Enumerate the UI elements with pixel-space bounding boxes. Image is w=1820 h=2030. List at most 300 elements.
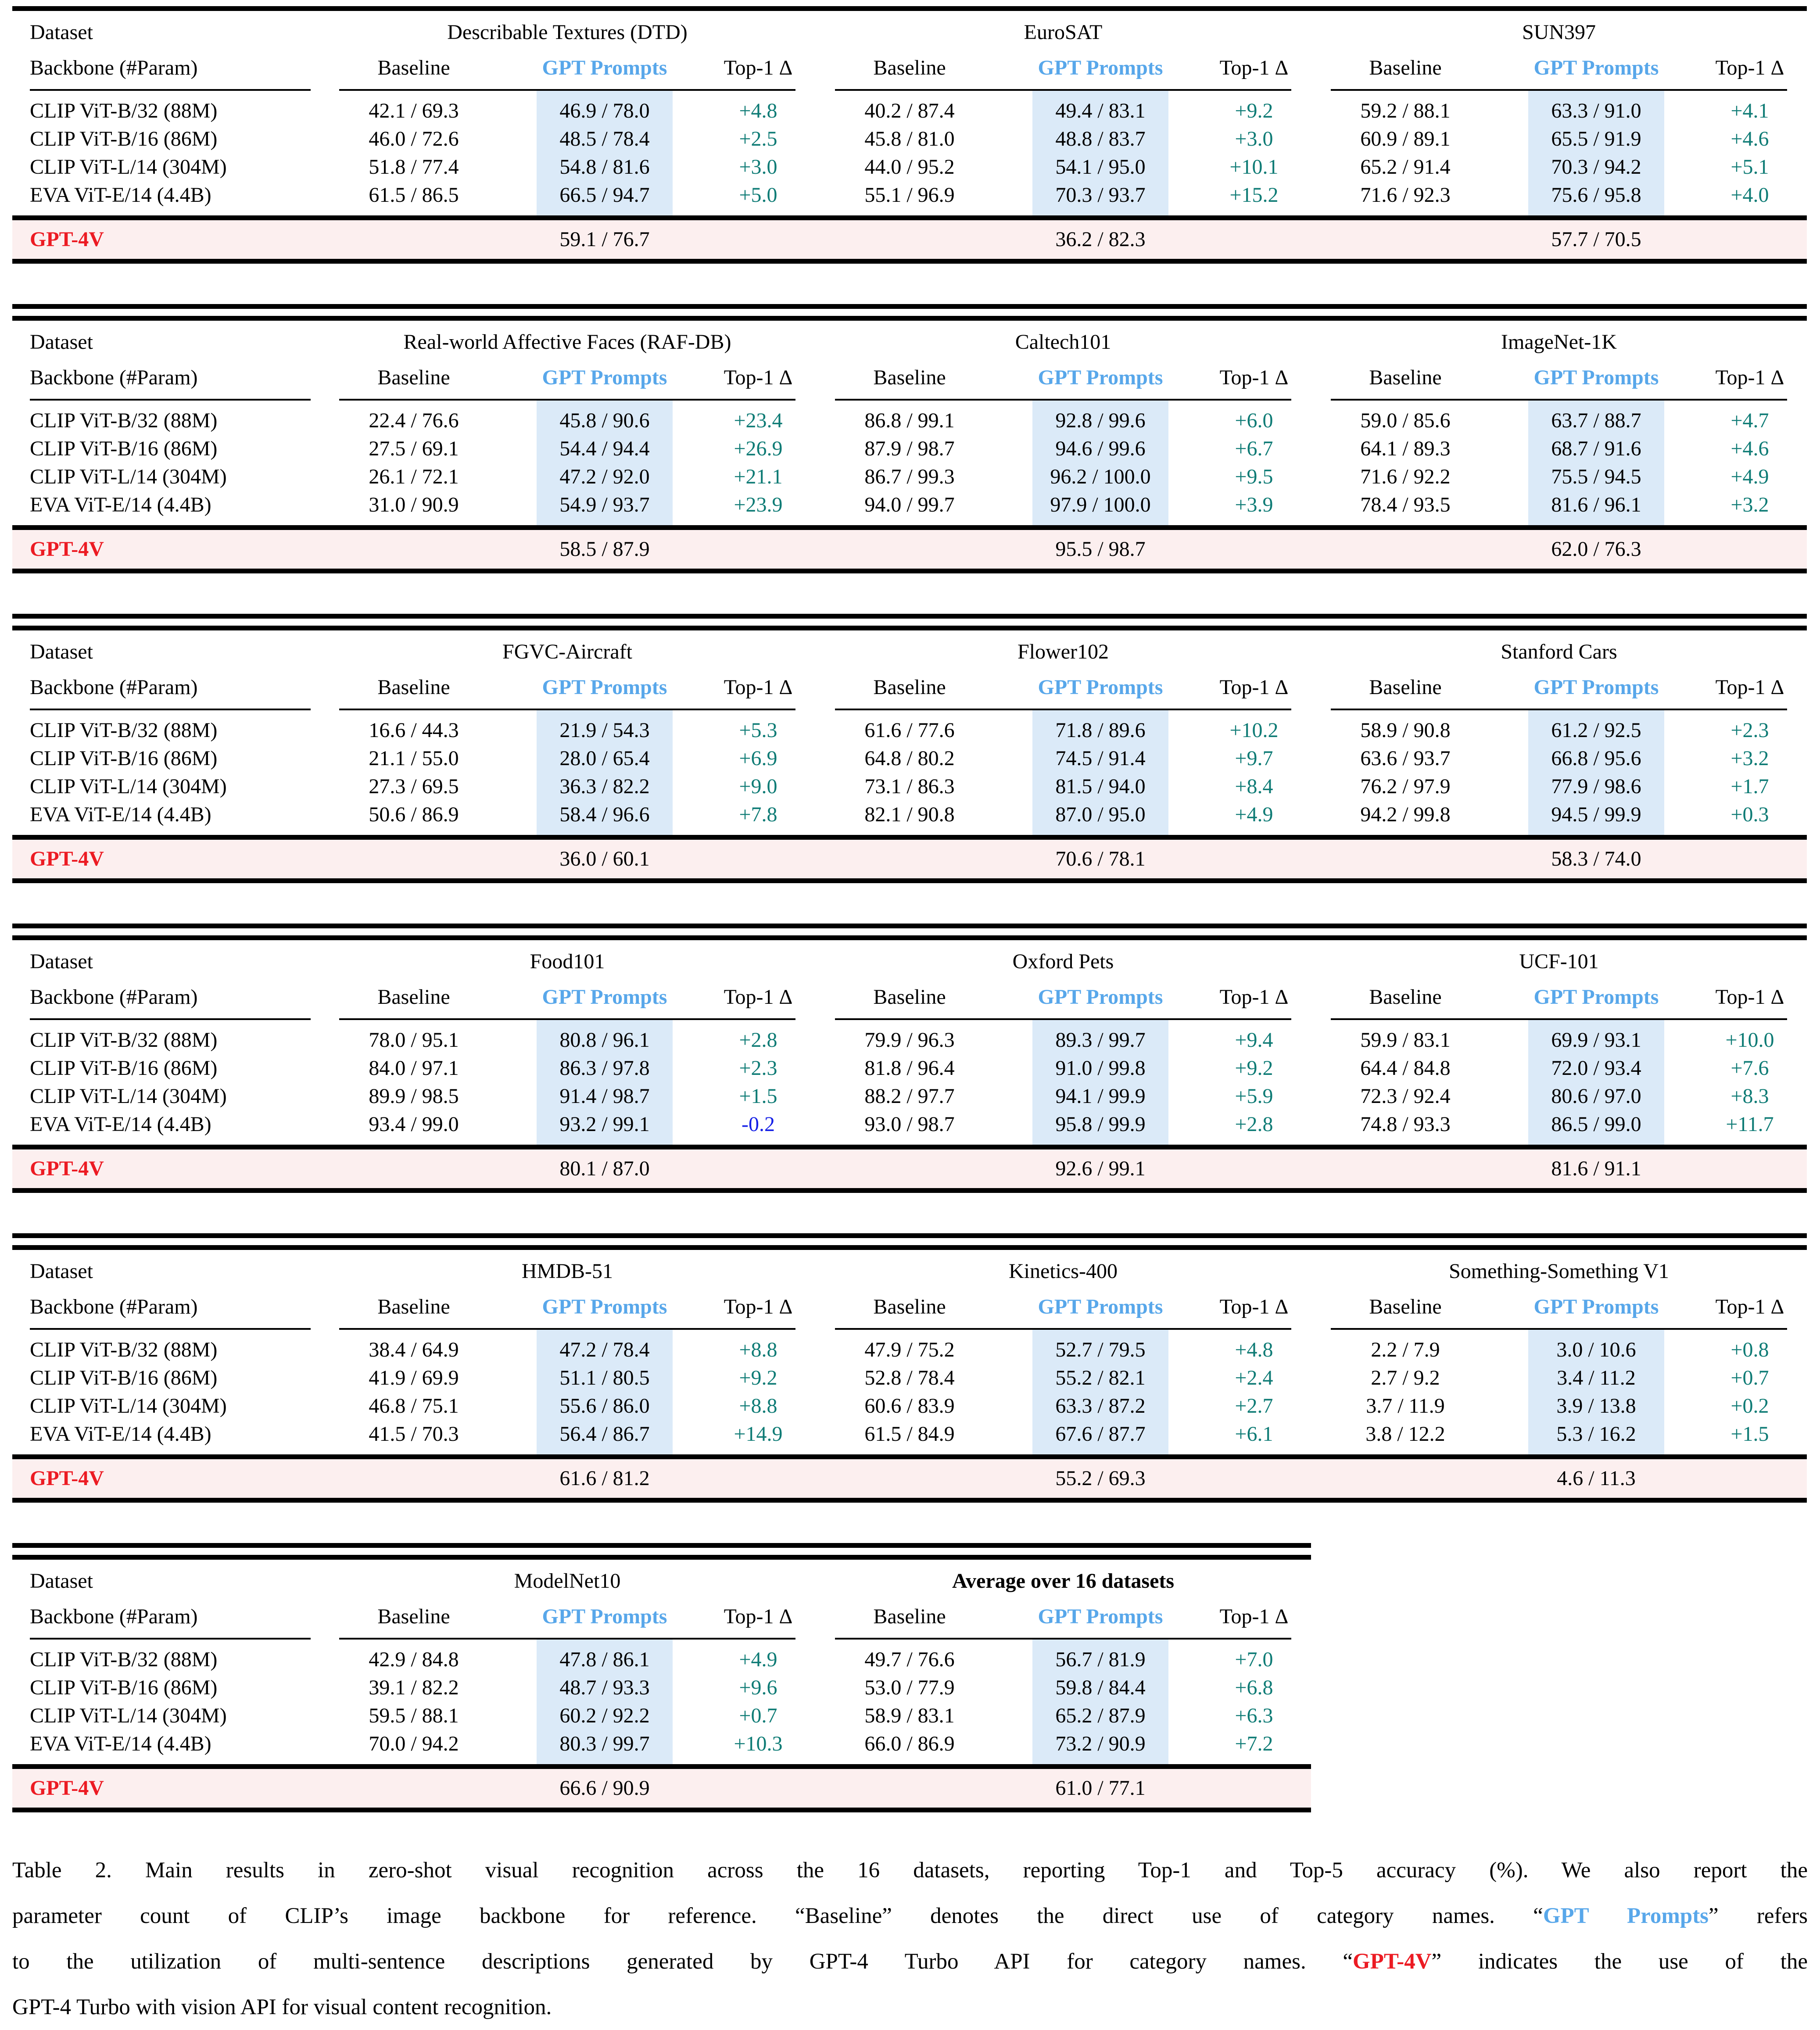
- thick-rule: [12, 1245, 1807, 1250]
- thick-rule: [12, 1188, 1807, 1193]
- table-row: [12, 1702, 1311, 1730]
- dataset-group: [815, 330, 1311, 354]
- group-cells: [815, 491, 1311, 519]
- dataset-group: [319, 330, 815, 354]
- cell-top1-delta: +9.5: [1235, 465, 1273, 488]
- header-row-datasets: [12, 940, 1807, 978]
- table-row: [12, 745, 1807, 773]
- header-row-columns: [12, 49, 1807, 86]
- group-cells: [815, 773, 1311, 801]
- column-header-baseline: Baseline: [1369, 675, 1442, 699]
- cell-top1-delta: +2.8: [1235, 1113, 1273, 1136]
- group-cells: [815, 1082, 1311, 1110]
- cell-gpt-prompts: 91.4 / 98.7: [559, 1085, 650, 1108]
- group-cells: [815, 407, 1311, 435]
- thick-rule: [12, 525, 1807, 530]
- cell-top1-delta: +6.7: [1235, 437, 1273, 460]
- cell-top1-delta: +26.9: [734, 437, 783, 460]
- group-cells: [815, 220, 1311, 259]
- table-row: [12, 1364, 1807, 1392]
- group-cells: [1311, 1110, 1807, 1139]
- row-label-backbone: CLIP ViT-B/16 (86M): [30, 1056, 218, 1080]
- cell-gpt4v-result: 61.6 / 81.2: [559, 1467, 650, 1490]
- group-cells: [1311, 463, 1807, 491]
- cell-gpt-prompts: 70.3 / 94.2: [1551, 155, 1641, 179]
- cell-top1-delta: +4.6: [1730, 127, 1769, 150]
- row-label-backbone: EVA ViT-E/14 (4.4B): [30, 183, 211, 207]
- caption-text: to the utilization of multi-sentence descriptions generated by GPT-4 Turbo API for category names. “: [12, 1949, 1353, 1974]
- group-cells: [1311, 97, 1807, 125]
- column-header-backbone: Backbone (#Param): [30, 985, 198, 1009]
- table-block: [12, 614, 1807, 883]
- table-row: [12, 181, 1807, 209]
- group-cells: [319, 1364, 815, 1392]
- cell-top1-delta: +6.1: [1235, 1422, 1273, 1446]
- cell-gpt-prompts: 81.5 / 94.0: [1055, 775, 1146, 798]
- empty-cell: [1693, 840, 1807, 878]
- cell-baseline: 27.3 / 69.5: [369, 775, 459, 798]
- cell-top1-delta: +2.3: [1730, 719, 1769, 742]
- column-header-top1-delta: Top-1 Δ: [724, 56, 793, 79]
- group-cells: [319, 1336, 815, 1364]
- cell-baseline: 93.0 / 98.7: [864, 1113, 955, 1136]
- group-cells: [815, 1149, 1311, 1188]
- cell-gpt-prompts: 75.6 / 95.8: [1551, 183, 1641, 207]
- group-cells: [319, 1054, 815, 1082]
- empty-cell: [815, 1459, 1004, 1498]
- dataset-group: [815, 1259, 1311, 1283]
- column-header-baseline: Baseline: [873, 985, 946, 1009]
- empty-cell: [319, 1769, 508, 1808]
- cell-top1-delta: +4.8: [739, 99, 777, 122]
- group-column-headers: [319, 56, 815, 80]
- cell-gpt-prompts: 63.3 / 87.2: [1055, 1394, 1146, 1418]
- cell-top1-delta: +2.3: [739, 1056, 777, 1080]
- cell-gpt-prompts: 54.8 / 81.6: [559, 155, 650, 179]
- dataset-name: Kinetics-400: [1009, 1259, 1118, 1283]
- cell-baseline: 61.5 / 86.5: [369, 183, 459, 207]
- empty-cell: [1311, 840, 1500, 878]
- caption-text: Table 2. Main results in zero-shot visual recognition across the 16 datasets, reporting Top-1 and Top-5 accuracy (%). We also report the: [12, 1858, 1808, 1883]
- cell-gpt-prompts: 63.3 / 91.0: [1551, 99, 1641, 122]
- dataset-name: Real-world Affective Faces (RAF-DB): [403, 330, 731, 354]
- empty-cell: [701, 1769, 815, 1808]
- cell-gpt-prompts: 55.2 / 82.1: [1055, 1366, 1146, 1389]
- group-cells: [319, 1646, 815, 1674]
- group-column-headers: [319, 675, 815, 699]
- empty-cell: [1693, 220, 1807, 259]
- cell-gpt4v-result: 58.3 / 74.0: [1551, 847, 1641, 870]
- group-cells: [319, 1082, 815, 1110]
- cell-top1-delta: +1.5: [739, 1085, 777, 1108]
- cell-top1-delta: +2.7: [1235, 1394, 1273, 1418]
- cell-gpt-prompts: 49.4 / 83.1: [1055, 99, 1146, 122]
- cell-top1-delta: +3.0: [739, 155, 777, 179]
- dataset-group: [1311, 640, 1807, 664]
- data-rows: [12, 401, 1807, 525]
- cell-gpt-prompts: 95.8 / 99.9: [1055, 1113, 1146, 1136]
- header-row-datasets: [12, 1250, 1807, 1288]
- group-column-headers: [815, 1295, 1311, 1319]
- cell-baseline: 27.5 / 69.1: [369, 437, 459, 460]
- dataset-group: [319, 640, 815, 664]
- column-header-baseline: Baseline: [377, 1604, 450, 1628]
- column-header-dataset: Dataset: [30, 949, 93, 973]
- cell-gpt-prompts: 48.5 / 78.4: [559, 127, 650, 150]
- group-cells: [815, 1110, 1311, 1139]
- group-cells: [815, 801, 1311, 829]
- group-cells: [319, 220, 815, 259]
- column-header-baseline: Baseline: [873, 1295, 946, 1318]
- group-cells: [319, 801, 815, 829]
- group-column-headers: [1311, 56, 1807, 80]
- thick-rule: [12, 935, 1807, 940]
- cell-gpt4v-result: 70.6 / 78.1: [1055, 847, 1146, 870]
- table-row: [12, 491, 1807, 519]
- group-cells: [815, 435, 1311, 463]
- cell-baseline: 78.0 / 95.1: [369, 1028, 459, 1052]
- cell-top1-delta: +9.2: [739, 1366, 777, 1389]
- cell-baseline: 88.2 / 97.7: [864, 1085, 955, 1108]
- group-cells: [319, 773, 815, 801]
- cell-gpt-prompts: 36.3 / 82.2: [559, 775, 650, 798]
- caption: [12, 1847, 1808, 2030]
- cell-top1-delta: +3.2: [1730, 493, 1769, 516]
- cell-gpt-prompts: 65.5 / 91.9: [1551, 127, 1641, 150]
- cell-gpt4v-result: 66.6 / 90.9: [559, 1776, 650, 1800]
- group-cells: [319, 435, 815, 463]
- cell-baseline: 47.9 / 75.2: [864, 1338, 955, 1361]
- thick-rule: [12, 626, 1807, 630]
- group-cells: [1311, 801, 1807, 829]
- group-cells: [1311, 407, 1807, 435]
- thick-rule: [12, 1233, 1807, 1238]
- cell-baseline: 78.4 / 93.5: [1360, 493, 1451, 516]
- empty-cell: [1197, 530, 1311, 569]
- cell-baseline: 51.8 / 77.4: [369, 155, 459, 179]
- table-block: [12, 1543, 1311, 1812]
- column-header-gpt-prompts: GPT Prompts: [542, 985, 667, 1009]
- row-label-backbone: CLIP ViT-B/32 (88M): [30, 99, 218, 122]
- header-row-columns: [12, 358, 1807, 396]
- cell-gpt-prompts: 92.8 / 99.6: [1055, 409, 1146, 432]
- empty-cell: [1311, 530, 1500, 569]
- cell-baseline: 41.5 / 70.3: [369, 1422, 459, 1446]
- cell-top1-delta: +10.3: [734, 1732, 783, 1755]
- cell-baseline: 66.0 / 86.9: [864, 1732, 955, 1755]
- dataset-group: [319, 1259, 815, 1283]
- column-header-top1-delta: Top-1 Δ: [1715, 1295, 1784, 1318]
- gpt4v-row: [12, 840, 1807, 878]
- cell-gpt-prompts: 94.5 / 99.9: [1551, 803, 1641, 826]
- cell-gpt-prompts: 93.2 / 99.1: [559, 1113, 650, 1136]
- group-cells: [1311, 840, 1807, 878]
- group-cells: [815, 840, 1311, 878]
- table-row: [12, 153, 1807, 181]
- cell-baseline: 71.6 / 92.3: [1360, 183, 1451, 207]
- cell-gpt-prompts: 47.2 / 78.4: [559, 1338, 650, 1361]
- cell-top1-delta: +14.9: [734, 1422, 783, 1446]
- cell-gpt-prompts: 48.8 / 83.7: [1055, 127, 1146, 150]
- column-header-top1-delta: Top-1 Δ: [1715, 56, 1784, 79]
- empty-cell: [319, 840, 508, 878]
- cell-top1-delta: +10.1: [1229, 155, 1279, 179]
- gpt4v-row: [12, 1149, 1807, 1188]
- dataset-name: SUN397: [1522, 20, 1596, 44]
- cell-gpt-prompts: 94.1 / 99.9: [1055, 1085, 1146, 1108]
- empty-cell: [319, 1459, 508, 1498]
- cell-baseline: 64.1 / 89.3: [1360, 437, 1451, 460]
- data-rows: [12, 1640, 1311, 1764]
- group-cells: [1311, 773, 1807, 801]
- cell-top1-delta: +4.7: [1730, 409, 1769, 432]
- cell-gpt-prompts: 89.3 / 99.7: [1055, 1028, 1146, 1052]
- cell-gpt-prompts: 66.8 / 95.6: [1551, 747, 1641, 770]
- column-header-backbone: Backbone (#Param): [30, 365, 198, 389]
- row-label-backbone: CLIP ViT-B/32 (88M): [30, 1028, 218, 1052]
- cell-gpt-prompts: 56.7 / 81.9: [1055, 1648, 1146, 1671]
- header-row-datasets: [12, 1560, 1311, 1597]
- gpt4v-row: [12, 1769, 1311, 1808]
- table-row: [12, 1082, 1807, 1110]
- cell-baseline: 72.3 / 92.4: [1360, 1085, 1451, 1108]
- cell-top1-delta: +11.7: [1726, 1113, 1774, 1136]
- cell-top1-delta: +8.4: [1235, 775, 1273, 798]
- cell-gpt-prompts: 72.0 / 93.4: [1551, 1056, 1641, 1080]
- group-cells: [319, 1702, 815, 1730]
- empty-cell: [815, 530, 1004, 569]
- cell-baseline: 86.8 / 99.1: [864, 409, 955, 432]
- group-cells: [815, 1646, 1311, 1674]
- empty-cell: [1197, 840, 1311, 878]
- group-cells: [815, 530, 1311, 569]
- header-row-datasets: [12, 11, 1807, 49]
- cell-gpt4v-result: 58.5 / 87.9: [559, 537, 650, 561]
- cell-baseline: 31.0 / 90.9: [369, 493, 459, 516]
- group-cells: [1311, 1420, 1807, 1448]
- cell-top1-delta: +3.9: [1235, 493, 1273, 516]
- thick-rule: [12, 569, 1807, 573]
- empty-cell: [1197, 1459, 1311, 1498]
- column-header-baseline: Baseline: [377, 985, 450, 1009]
- cell-baseline: 44.0 / 95.2: [864, 155, 955, 179]
- dataset-name: HMDB-51: [521, 1259, 613, 1283]
- dataset-group: [1311, 330, 1807, 354]
- table-row: [12, 435, 1807, 463]
- table-block: [12, 1233, 1807, 1503]
- caption-text: parameter count of CLIP’s image backbone for reference. “Baseline” denotes the direct use of category names. “: [12, 1904, 1543, 1928]
- cell-gpt-prompts: 86.3 / 97.8: [559, 1056, 650, 1080]
- table-row: [12, 1026, 1807, 1054]
- empty-cell: [319, 220, 508, 259]
- cell-gpt-prompts: 3.4 / 11.2: [1557, 1366, 1636, 1389]
- table-row: [12, 1392, 1807, 1420]
- cell-top1-delta: +7.0: [1235, 1648, 1273, 1671]
- group-column-headers: [319, 1604, 815, 1629]
- table-row: [12, 773, 1807, 801]
- column-header-gpt-prompts: GPT Prompts: [1038, 985, 1163, 1009]
- caption-gpt4v-term: GPT-4V: [1353, 1949, 1432, 1974]
- row-label-backbone: CLIP ViT-B/32 (88M): [30, 1648, 218, 1671]
- cell-baseline: 3.7 / 11.9: [1366, 1394, 1445, 1418]
- column-header-top1-delta: Top-1 Δ: [1219, 56, 1289, 79]
- column-header-gpt-prompts: GPT Prompts: [1038, 365, 1163, 389]
- cell-gpt-prompts: 68.7 / 91.6: [1551, 437, 1641, 460]
- group-cells: [319, 153, 815, 181]
- cell-top1-delta: +2.8: [739, 1028, 777, 1052]
- cell-gpt4v-result: 62.0 / 76.3: [1551, 537, 1641, 561]
- cell-top1-delta: +0.7: [1730, 1366, 1769, 1389]
- column-header-baseline: Baseline: [377, 675, 450, 699]
- group-cells: [1311, 1364, 1807, 1392]
- cell-gpt-prompts: 66.5 / 94.7: [559, 183, 650, 207]
- group-column-headers: [319, 1295, 815, 1319]
- cell-baseline: 93.4 / 99.0: [369, 1113, 459, 1136]
- cell-gpt-prompts: 91.0 / 99.8: [1055, 1056, 1146, 1080]
- cell-top1-delta: +10.0: [1725, 1028, 1774, 1052]
- group-cells: [815, 181, 1311, 209]
- cell-top1-delta: +9.7: [1235, 747, 1273, 770]
- dataset-name: Something-Something V1: [1449, 1259, 1669, 1283]
- cell-top1-delta: +3.2: [1730, 747, 1769, 770]
- cell-top1-delta: +1.7: [1730, 775, 1769, 798]
- cell-gpt-prompts: 3.9 / 13.8: [1556, 1394, 1636, 1418]
- group-cells: [1311, 1026, 1807, 1054]
- cell-baseline: 64.4 / 84.8: [1360, 1056, 1451, 1080]
- cell-top1-delta: -0.2: [742, 1113, 775, 1136]
- group-cells: [319, 716, 815, 745]
- cell-baseline: 74.8 / 93.3: [1360, 1113, 1451, 1136]
- cell-baseline: 42.1 / 69.3: [369, 99, 459, 122]
- group-cells: [319, 1026, 815, 1054]
- table-row: [12, 1336, 1807, 1364]
- column-header-backbone: Backbone (#Param): [30, 1295, 198, 1318]
- thick-rule: [12, 1764, 1311, 1769]
- cell-baseline: 38.4 / 64.9: [369, 1338, 459, 1361]
- dataset-group: [1311, 949, 1807, 974]
- cell-baseline: 79.9 / 96.3: [864, 1028, 955, 1052]
- group-column-headers: [319, 985, 815, 1009]
- cell-gpt-prompts: 58.4 / 96.6: [559, 803, 650, 826]
- row-label-backbone: CLIP ViT-L/14 (304M): [30, 775, 227, 798]
- cell-top1-delta: +6.3: [1235, 1704, 1273, 1727]
- dataset-group: [319, 20, 815, 44]
- cell-top1-delta: +2.4: [1235, 1366, 1273, 1389]
- table-row: [12, 1646, 1311, 1674]
- gpt4v-label: GPT-4V: [30, 847, 104, 870]
- thick-rule: [12, 304, 1807, 309]
- dataset-name: Food101: [530, 949, 605, 973]
- cell-baseline: 65.2 / 91.4: [1360, 155, 1451, 179]
- cell-baseline: 81.8 / 96.4: [864, 1056, 955, 1080]
- group-cells: [815, 1730, 1311, 1758]
- cell-baseline: 59.5 / 88.1: [369, 1704, 459, 1727]
- column-header-backbone: Backbone (#Param): [30, 56, 198, 79]
- cell-baseline: 82.1 / 90.8: [864, 803, 955, 826]
- column-header-gpt-prompts: GPT Prompts: [1533, 365, 1659, 389]
- column-header-baseline: Baseline: [873, 1604, 946, 1628]
- cell-top1-delta: +7.6: [1730, 1056, 1769, 1080]
- dataset-group: [319, 949, 815, 974]
- cell-baseline: 58.9 / 83.1: [864, 1704, 955, 1727]
- cell-top1-delta: +9.2: [1235, 1056, 1273, 1080]
- dataset-group: [1311, 1259, 1807, 1283]
- cell-top1-delta: +8.8: [739, 1338, 777, 1361]
- gpt4v-row: [12, 530, 1807, 569]
- cell-baseline: 63.6 / 93.7: [1360, 747, 1451, 770]
- cell-gpt4v-result: 92.6 / 99.1: [1055, 1157, 1146, 1180]
- empty-cell: [1693, 1149, 1807, 1188]
- table-row: [12, 97, 1807, 125]
- group-cells: [319, 1769, 815, 1808]
- header-row-columns: [12, 1288, 1807, 1325]
- cell-gpt-prompts: 55.6 / 86.0: [559, 1394, 650, 1418]
- dataset-name: Caltech101: [1015, 330, 1111, 354]
- group-column-headers: [815, 365, 1311, 390]
- cell-top1-delta: +7.2: [1235, 1732, 1273, 1755]
- empty-cell: [701, 530, 815, 569]
- column-header-baseline: Baseline: [1369, 985, 1442, 1009]
- cell-baseline: 39.1 / 82.2: [369, 1676, 459, 1699]
- row-label-backbone: CLIP ViT-L/14 (304M): [30, 1085, 227, 1108]
- cell-gpt-prompts: 77.9 / 98.6: [1551, 775, 1641, 798]
- group-column-headers: [815, 985, 1311, 1009]
- cell-baseline: 41.9 / 69.9: [369, 1366, 459, 1389]
- cell-top1-delta: +9.6: [739, 1676, 777, 1699]
- group-column-headers: [815, 675, 1311, 699]
- cell-gpt-prompts: 96.2 / 100.0: [1050, 465, 1151, 488]
- caption-text: ” indicates the use of the: [1431, 1949, 1808, 1974]
- column-header-gpt-prompts: GPT Prompts: [542, 1604, 667, 1628]
- thick-rule: [12, 1145, 1807, 1149]
- cell-baseline: 59.9 / 83.1: [1360, 1028, 1451, 1052]
- dataset-name: ModelNet10: [514, 1569, 621, 1593]
- cell-baseline: 26.1 / 72.1: [369, 465, 459, 488]
- cell-gpt-prompts: 46.9 / 78.0: [559, 99, 650, 122]
- row-label-backbone: CLIP ViT-B/16 (86M): [30, 1676, 218, 1699]
- empty-cell: [701, 840, 815, 878]
- group-cells: [815, 716, 1311, 745]
- group-cells: [1311, 716, 1807, 745]
- cell-gpt4v-result: 55.2 / 69.3: [1055, 1467, 1146, 1490]
- table-block: [12, 6, 1807, 264]
- cell-baseline: 60.9 / 89.1: [1360, 127, 1451, 150]
- thick-rule: [12, 259, 1807, 264]
- column-header-gpt-prompts: GPT Prompts: [1533, 985, 1659, 1009]
- column-header-baseline: Baseline: [377, 365, 450, 389]
- cell-baseline: 42.9 / 84.8: [369, 1648, 459, 1671]
- cell-baseline: 87.9 / 98.7: [864, 437, 955, 460]
- column-header-gpt-prompts: GPT Prompts: [542, 1295, 667, 1318]
- group-cells: [1311, 1392, 1807, 1420]
- cell-gpt-prompts: 75.5 / 94.5: [1551, 465, 1641, 488]
- table-block: [12, 304, 1807, 573]
- cell-gpt-prompts: 71.8 / 89.6: [1055, 719, 1146, 742]
- group-cells: [815, 1674, 1311, 1702]
- gpt4v-label: GPT-4V: [30, 1776, 104, 1800]
- column-header-gpt-prompts: GPT Prompts: [1038, 1604, 1163, 1628]
- cell-baseline: 22.4 / 76.6: [369, 409, 459, 432]
- cell-baseline: 45.8 / 81.0: [864, 127, 955, 150]
- column-header-gpt-prompts: GPT Prompts: [1533, 675, 1659, 699]
- cell-gpt-prompts: 61.2 / 92.5: [1551, 719, 1641, 742]
- cell-top1-delta: +0.7: [739, 1704, 777, 1727]
- dataset-name: FGVC-Aircraft: [502, 640, 632, 663]
- cell-baseline: 61.5 / 84.9: [864, 1422, 955, 1446]
- cell-gpt-prompts: 70.3 / 93.7: [1055, 183, 1146, 207]
- column-header-top1-delta: Top-1 Δ: [1219, 1604, 1289, 1628]
- cell-gpt4v-result: 59.1 / 76.7: [559, 228, 650, 251]
